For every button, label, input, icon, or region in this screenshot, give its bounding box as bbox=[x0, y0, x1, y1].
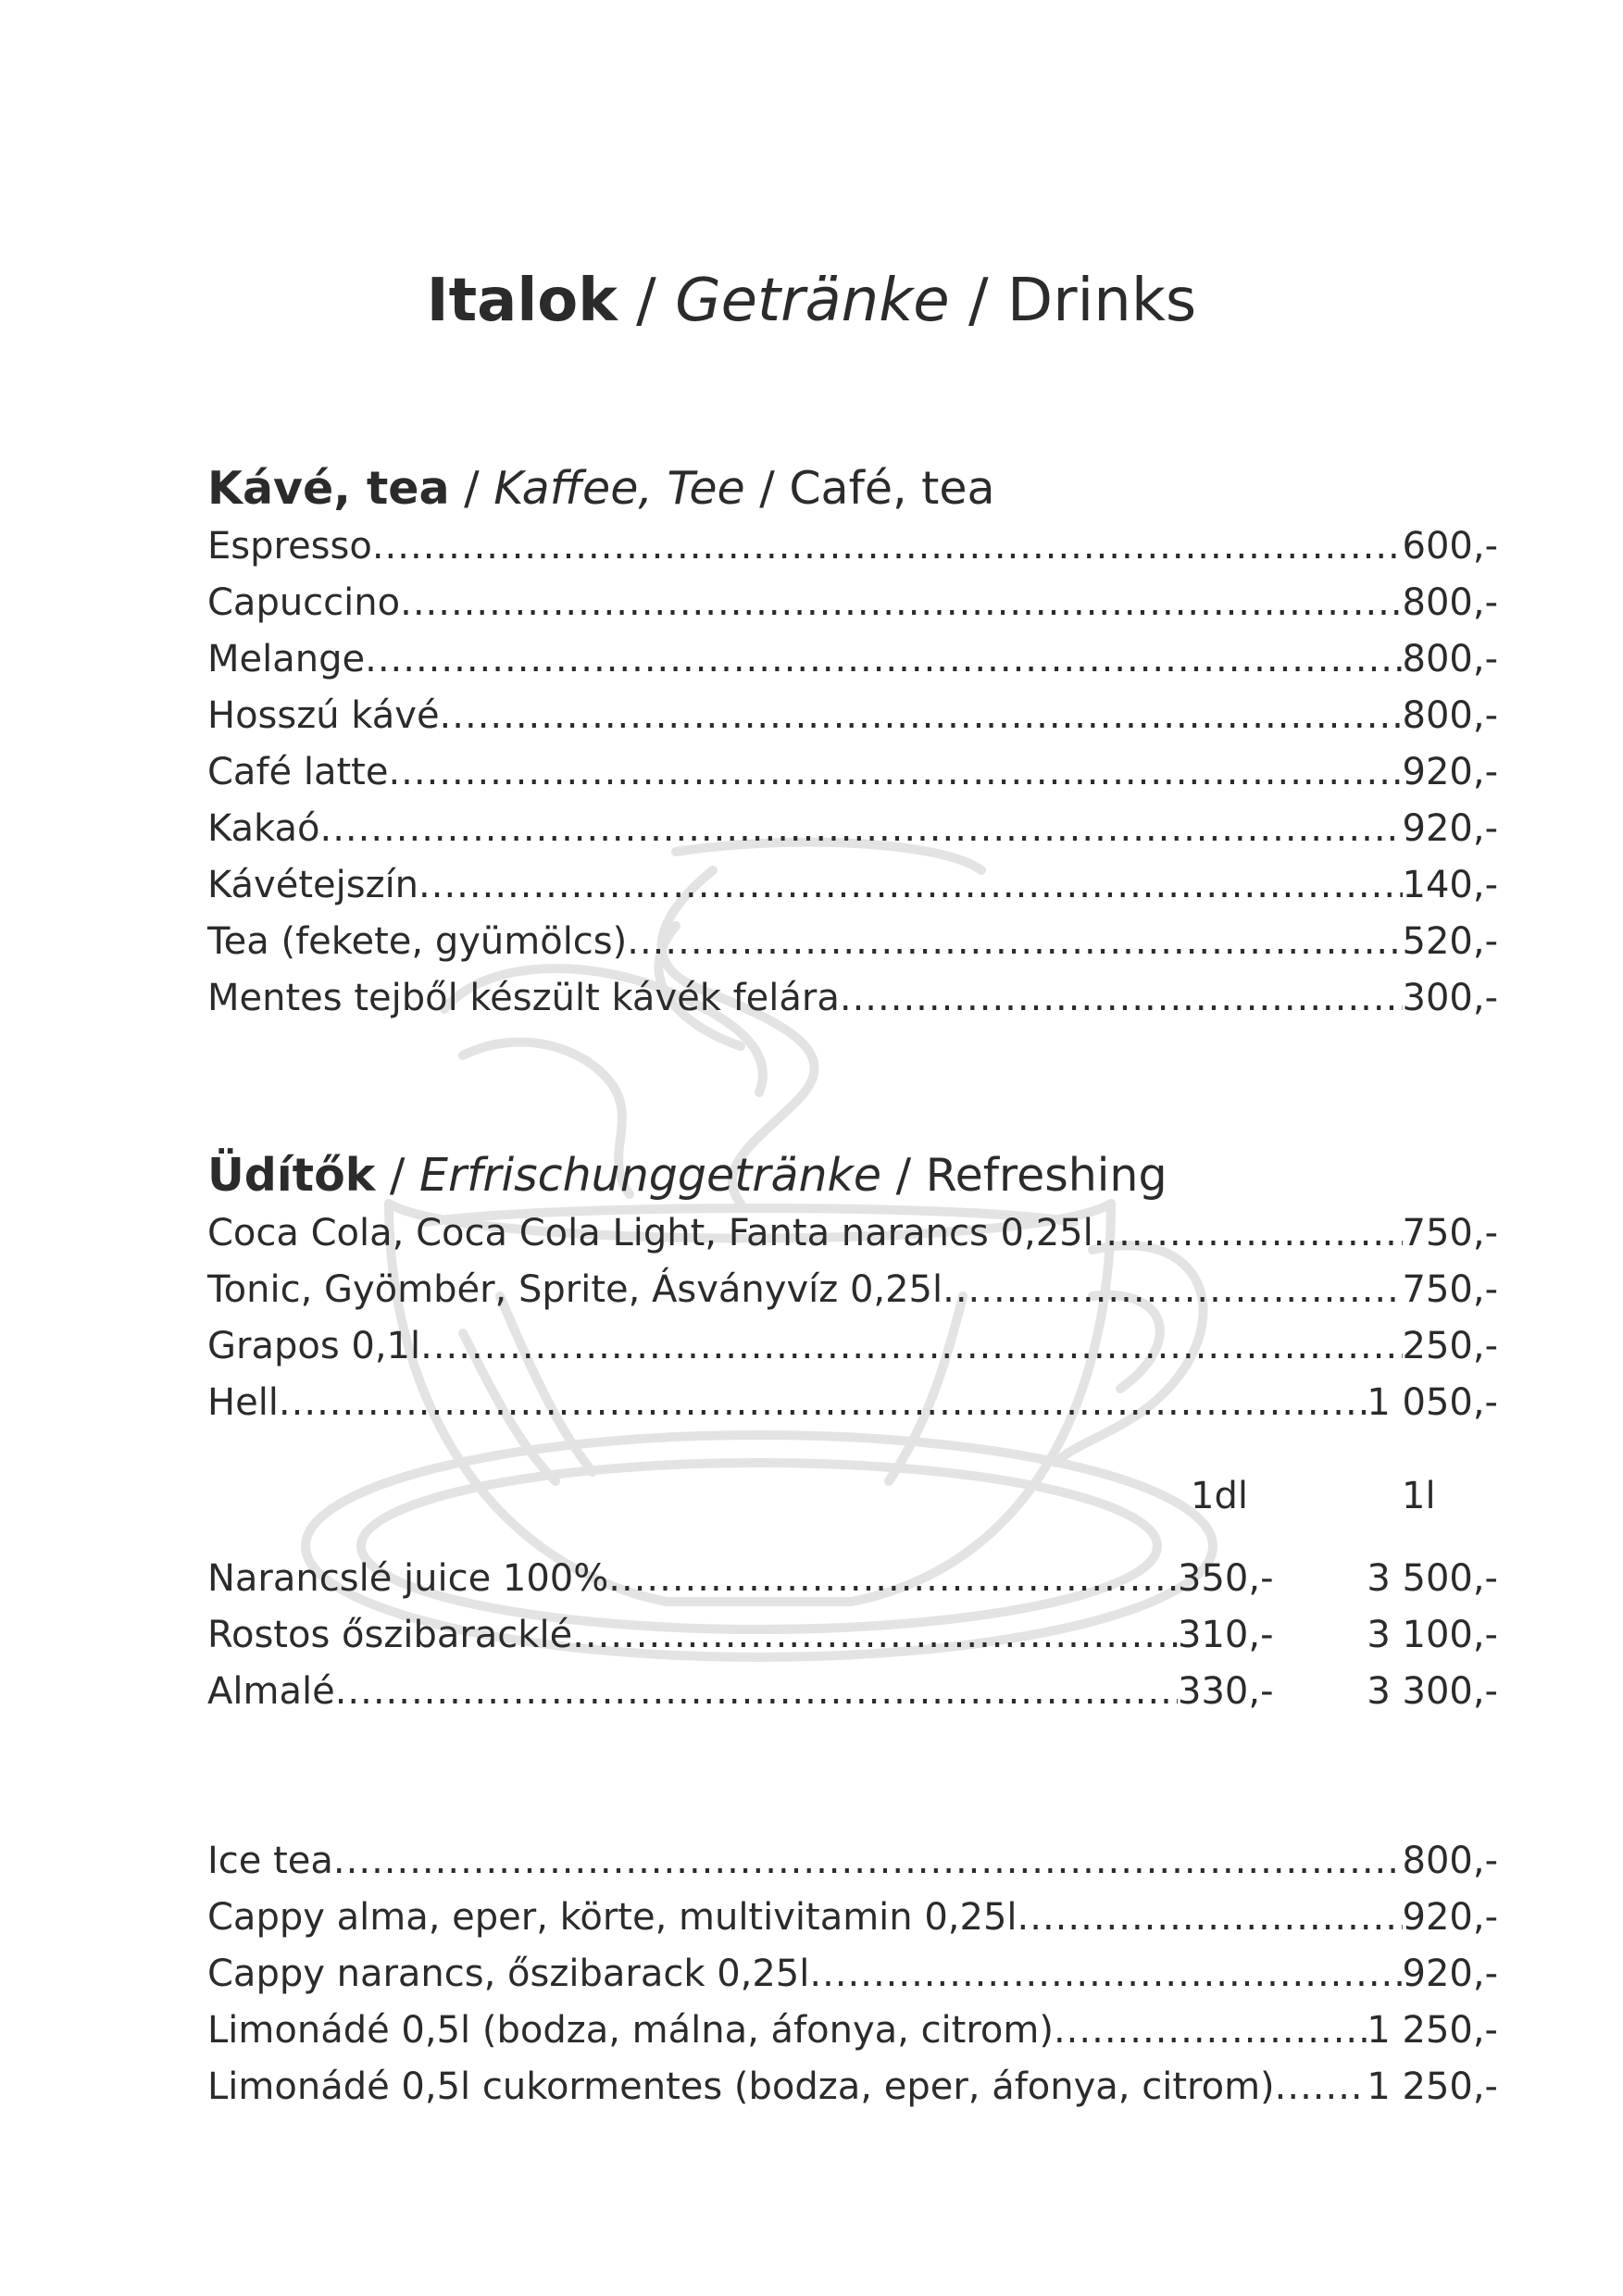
coffee-title-sep2: / bbox=[744, 462, 790, 515]
page-title-sep1: / bbox=[617, 267, 676, 335]
menu-item-coca-cola: Coca Cola, Coca Cola Light, Fanta narancs 0,25l ..... 750,- bbox=[207, 1205, 1498, 1262]
coffee-section-title bbox=[207, 459, 1498, 518]
menu-item-cappy-narancs: Cappy narancs, őszibarack 0,25l ..... 920,- bbox=[207, 1946, 1498, 2003]
menu-item-tea: Tea (fekete, gyümölcs) ..... 520,- bbox=[207, 914, 1498, 970]
soft-title-sep2: / bbox=[881, 1149, 926, 1202]
coffee-title-en: Café, tea bbox=[789, 462, 995, 515]
coffee-section bbox=[207, 459, 1498, 1027]
juice-col-1l-label: 1l bbox=[1402, 1475, 1436, 1517]
menu-item-kakao: Kakaó ..... 920,- bbox=[207, 801, 1498, 857]
page-title bbox=[0, 264, 1623, 338]
menu-item-limonade: Limonádé 0,5l (bodza, málna, áfonya, citrom) ..... 1 250,- bbox=[207, 2003, 1498, 2059]
menu-item-mentes-tej: Mentes tejből készült kávék felára ..... 300,- bbox=[207, 970, 1498, 1027]
soft-title-hu: Üdítők bbox=[207, 1149, 376, 1202]
menu-item-melange: Melange ..... 800,- bbox=[207, 631, 1498, 688]
menu-item-cafe-latte: Café latte ..... 920,- bbox=[207, 744, 1498, 801]
page-title-de: Getränke bbox=[675, 267, 950, 335]
menu-item-hosszu-kave: Hosszú kávé ..... 800,- bbox=[207, 688, 1498, 744]
soft-title-en: Refreshing bbox=[925, 1149, 1167, 1202]
menu-item-narancsle: Narancslé juice 100% ..... 350,- 3 500,- bbox=[207, 1551, 1498, 1607]
menu-item-kavetejszin: Kávétejszín ..... 140,- bbox=[207, 857, 1498, 914]
other-drinks-section bbox=[207, 1833, 1498, 2115]
juices-section bbox=[207, 1468, 1498, 1720]
page-title-sep2: / bbox=[949, 267, 1007, 335]
menu-item-ice-tea: Ice tea ..... 800,- bbox=[207, 1833, 1498, 1890]
menu-item-limonade-cukormentes: Limonádé 0,5l cukormentes (bodza, eper, áfonya, citrom) ..... 1 250,- bbox=[207, 2059, 1498, 2115]
soft-title-sep1: / bbox=[375, 1149, 420, 1202]
coffee-title-hu: Kávé, tea bbox=[207, 462, 450, 515]
juice-column-headers bbox=[207, 1468, 1498, 1525]
menu-item-oszibaracklé: Rostos őszibaracklé ..... 310,- 3 100,- bbox=[207, 1607, 1498, 1664]
menu-item-cappy-alma: Cappy alma, eper, körte, multivitamin 0,25l ..... 920,- bbox=[207, 1890, 1498, 1946]
coffee-title-de: Kaffee, Tee bbox=[493, 462, 745, 515]
menu-item-tonic: Tonic, Gyömbér, Sprite, Ásványvíz 0,25l ..... 750,- bbox=[207, 1262, 1498, 1318]
menu-item-grapos: Grapos 0,1l ..... 250,- bbox=[207, 1318, 1498, 1375]
soft-section-title bbox=[207, 1146, 1498, 1205]
menu-item-espresso: Espresso ..... 600,- bbox=[207, 518, 1498, 575]
soft-drinks-section bbox=[207, 1146, 1498, 1431]
menu-item-hell: Hell ..... 1 050,- bbox=[207, 1375, 1498, 1431]
coffee-title-sep1: / bbox=[449, 462, 494, 515]
menu-item-capuccino: Capuccino ..... 800,- bbox=[207, 575, 1498, 631]
page-title-en: Drinks bbox=[1006, 267, 1197, 335]
page-title-hu: Italok bbox=[426, 267, 618, 335]
soft-title-de: Erfrischunggetränke bbox=[419, 1149, 882, 1202]
juice-col-1dl-label: 1dl bbox=[1191, 1475, 1248, 1517]
menu-item-almale: Almalé ..... 330,- 3 300,- bbox=[207, 1664, 1498, 1720]
